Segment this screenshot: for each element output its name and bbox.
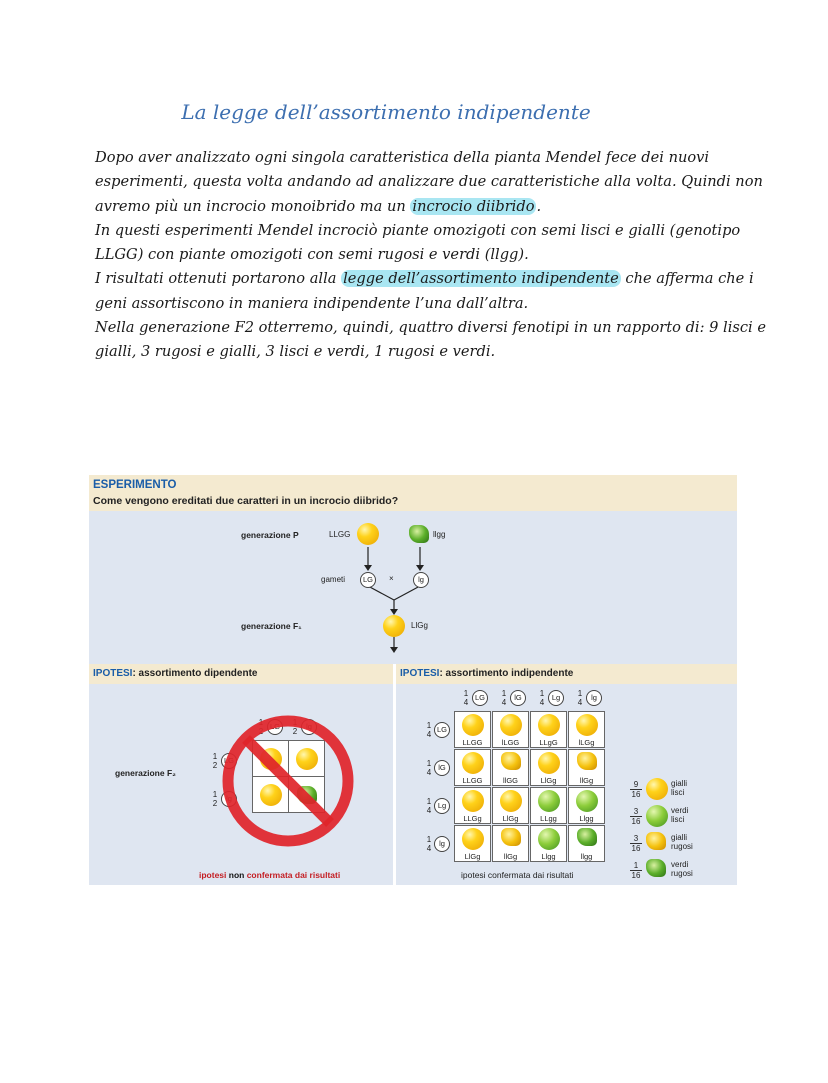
yellow-smooth-pea-icon — [500, 714, 522, 736]
punnett-genotype: LLGG — [462, 776, 483, 785]
legend-fraction: 3 16 — [631, 807, 641, 826]
ind-confirmed: ipotesi confermata dai risultati — [461, 870, 574, 880]
body-text — [95, 146, 775, 365]
parent1-genotype: LLGG — [329, 530, 351, 539]
ind-gamete-left-3: Lg — [434, 798, 450, 814]
gen-f2-label: generazione F₂ — [115, 768, 176, 778]
punnett-genotype: lLGg — [578, 738, 595, 747]
paragraph-3: I risultati ottenuti portarono alla legge dell’assortimento indipendente che afferma che i geni assortiscono in maniera indipendente l’una dall’altra. — [95, 270, 754, 312]
ind-quarter-left-4: 1 4 — [426, 835, 432, 853]
dep-gamete-top-2: lg — [301, 719, 317, 735]
punnett-genotype: LLGG — [462, 738, 483, 747]
dep-gamete-left-1: LG — [221, 753, 237, 769]
punnett-genotype: lLGG — [501, 738, 520, 747]
ind-gamete-left-4: lg — [434, 836, 450, 852]
ind-gamete-top-4: lg — [586, 690, 602, 706]
yellow-smooth-pea-icon — [538, 714, 560, 736]
green-smooth-pea-icon — [538, 828, 560, 850]
legend-green-smooth-pea-icon — [646, 805, 668, 827]
figure-header-title: ESPERIMENTO — [93, 479, 177, 491]
dep-half-left-2: 1 2 — [212, 790, 218, 808]
punnett-genotype: LLgG — [539, 738, 558, 747]
yellow-wrinkled-pea-icon — [501, 828, 521, 846]
gen-f1-label: generazione F₁ — [241, 621, 302, 631]
gen-p-label: generazione P — [241, 530, 299, 540]
yellow-smooth-pea-icon — [462, 752, 484, 774]
dep-not-confirmed: ipotesi non confermata dai risultati — [199, 870, 341, 880]
ind-gamete-top-2: lG — [510, 690, 526, 706]
gamete-lg: lg — [413, 572, 429, 588]
hyp-dep-bar: IPOTESI: assortimento dipendente — [89, 664, 393, 684]
yellow-smooth-pea-icon — [462, 714, 484, 736]
parent2-genotype: llgg — [433, 530, 446, 539]
legend-label: verdi lisci — [671, 806, 689, 824]
ind-quarter-left-2: 1 4 — [426, 759, 432, 777]
punnett-genotype: llGg — [503, 852, 518, 861]
punnett-genotype: Llgg — [579, 814, 594, 823]
legend-green-wrinkled-pea-icon — [646, 859, 666, 877]
f1-genotype: LlGg — [411, 621, 428, 630]
ind-quarter-top-4: 1 4 — [577, 689, 583, 707]
legend-yellow-wrinkled-pea-icon — [646, 832, 666, 850]
yellow-wrinkled-pea-icon — [501, 752, 521, 770]
hyp-ind-bar: IPOTESI: assortimento indipendente — [396, 664, 737, 684]
ind-quarter-top-3: 1 4 — [539, 689, 545, 707]
cross-symbol: × — [389, 574, 394, 583]
legend-fraction: 1 16 — [631, 861, 641, 880]
punnett-genotype: llGG — [503, 776, 518, 785]
punnett-genotype: llgg — [580, 852, 593, 861]
punnett-genotype: LLgg — [540, 814, 557, 823]
ind-gamete-top-1: LG — [472, 690, 488, 706]
paragraph-1: Dopo aver analizzato ogni singola caratteristica della pianta Mendel fece dei nuovi esperimenti, questa volta andando ad analizzare due caratteristiche alla volta. Quindi non avremo più un incrocio monoibrido ma un incrocio diibrido . — [95, 149, 763, 215]
legend-yellow-smooth-pea-icon — [646, 778, 668, 800]
gameti-label: gameti — [321, 575, 346, 584]
legend-label: verdi rugosi — [671, 860, 693, 878]
punnett-genotype: LlGg — [464, 852, 481, 861]
divider — [393, 664, 396, 885]
ind-quarter-left-1: 1 4 — [426, 721, 432, 739]
dep-half-top-1: 1 2 — [258, 718, 264, 736]
punnett-genotype: LlGg — [540, 776, 557, 785]
punnett-genotype: LlGg — [502, 814, 519, 823]
legend-label: gialli rugosi — [671, 833, 693, 851]
green-smooth-pea-icon — [576, 790, 598, 812]
dep-gamete-top-1: LG — [267, 719, 283, 735]
ind-gamete-left-2: lG — [434, 760, 450, 776]
ind-quarter-left-3: 1 4 — [426, 797, 432, 815]
ind-gamete-top-3: Lg — [548, 690, 564, 706]
prohibition-sign-icon — [204, 699, 354, 849]
legend-fraction: 9 16 — [631, 780, 641, 799]
yellow-smooth-pea-icon — [462, 828, 484, 850]
yellow-wrinkled-pea-icon — [577, 752, 597, 770]
dep-gamete-left-2: lg — [221, 791, 237, 807]
punnett-genotype: LLGg — [463, 814, 482, 823]
dep-half-left-1: 1 2 — [212, 752, 218, 770]
figure-question: Come vengono ereditati due caratteri in un incrocio diibrido? — [93, 495, 399, 507]
yellow-smooth-pea-icon — [500, 790, 522, 812]
paragraph-2: In questi esperimenti Mendel incrociò piante omozigoti con semi lisci e gialli (genotipo LLGG) con piante omozigoti con semi rugosi e verdi (llgg). — [95, 221, 741, 264]
highlight-incrocio-diibrido: incrocio diibrido — [412, 197, 535, 215]
legend-label: gialli lisci — [671, 779, 688, 797]
punnett-genotype: Llgg — [541, 852, 556, 861]
green-wrinkled-pea-icon — [577, 828, 597, 846]
dep-half-top-2: 1 2 — [292, 718, 298, 736]
ind-quarter-top-1: 1 4 — [463, 689, 469, 707]
yellow-smooth-pea-icon — [462, 790, 484, 812]
f1-yellow-pea-icon — [383, 615, 405, 637]
green-smooth-pea-icon — [538, 790, 560, 812]
ind-gamete-left-1: LG — [434, 722, 450, 738]
page-title: La legge dell’assortimento indipendente — [181, 100, 591, 124]
punnett-genotype: llGg — [579, 776, 594, 785]
yellow-smooth-pea-icon — [576, 714, 598, 736]
experiment-figure — [89, 475, 737, 885]
ind-quarter-top-2: 1 4 — [501, 689, 507, 707]
gamete-LG: LG — [360, 572, 376, 588]
highlight-legge: legge dell’assortimento indipendente — [343, 270, 619, 288]
yellow-smooth-pea-icon — [538, 752, 560, 774]
cross-arrows — [89, 475, 737, 664]
paragraph-4: Nella generazione F2 otterremo, quindi, quattro diversi fenotipi in un rapporto di: 9 lisci e gialli, 3 rugosi e gialli, 3 lisci e verdi, 1 rugosi e verdi. — [95, 319, 766, 361]
legend-fraction: 3 16 — [631, 834, 641, 853]
